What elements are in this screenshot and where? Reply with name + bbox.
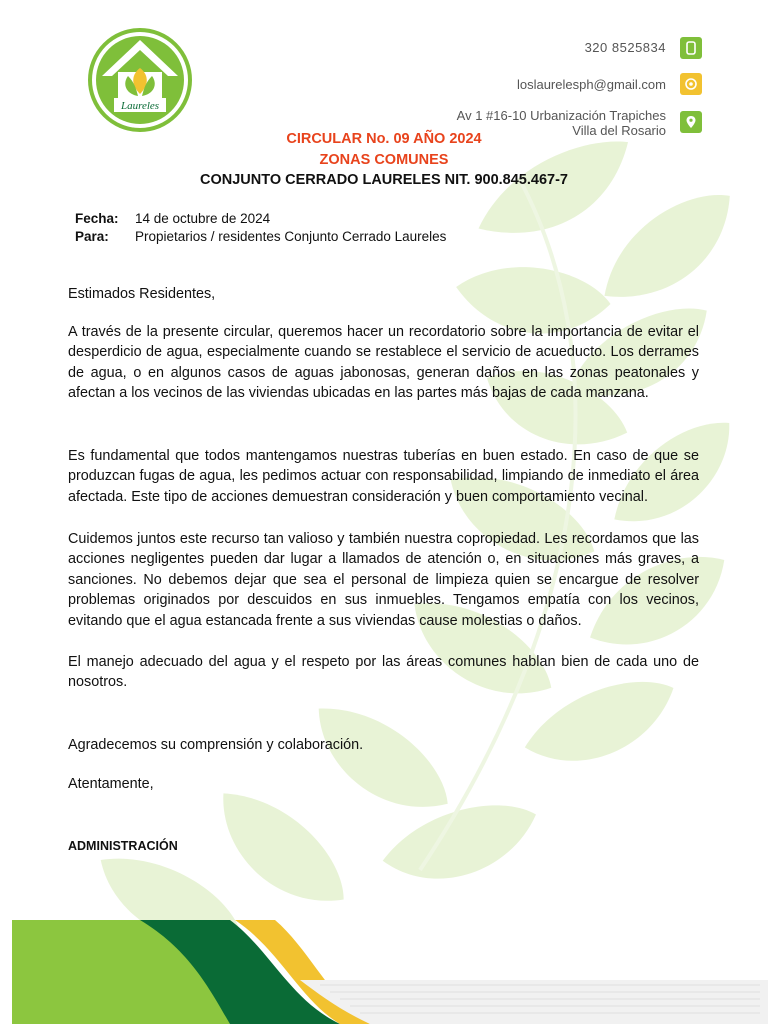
thanks-line: Agradecemos su comprensión y colaboración. <box>68 737 364 753</box>
email-icon <box>680 73 702 95</box>
circular-title: CIRCULAR No. 09 AÑO 2024 <box>286 131 482 147</box>
circular-subject: ZONAS COMUNES <box>319 152 449 168</box>
date-value: 14 de octubre de 2024 <box>135 211 271 226</box>
organization-name: CONJUNTO CERRADO LAURELES NIT. 900.845.467-7 <box>200 172 568 188</box>
phone-number: 320 8525834 <box>584 40 666 55</box>
address-line-1: Av 1 #16-10 Urbanización Trapiches <box>456 108 666 123</box>
paragraph-4: El manejo adecuado del agua y el respeto por las áreas comunes hablan bien de cada uno de nosotros. <box>68 654 699 691</box>
date-label: Fecha: <box>75 211 119 226</box>
greeting: Estimados Residentes, <box>68 286 216 302</box>
svg-text:Laureles: Laureles <box>120 100 160 112</box>
closing-line: Atentamente, <box>68 776 154 792</box>
email-address: loslaurelesph@gmail.com <box>516 77 666 92</box>
address-line-2: Villa del Rosario <box>572 123 666 138</box>
paragraph-1: A través de la presente circular, queremos hacer un recordatorio sobre la importancia de evitar el desperdicio de agua, especialmente cuando se restablece el servicio de acueducto. Los derrames de agua, o en algunos casos de aguas jabonosas, generan daños en las zonas peatonales y afectan a los vecinos de las viviendas ubicadas en las partes más bajas de cada manzana. <box>68 324 699 402</box>
paragraph-2: Es fundamental que todos mantengamos nuestras tuberías en buen estado. En caso de que se produzcan fugas de agua, les pedimos actuar con responsabilidad, limpiando de inmediato el área afectada. Este tipo de acciones demuestran consideración y buen comportamiento vecinal. <box>68 448 699 505</box>
footer-wave-decoration <box>0 910 768 1024</box>
phone-icon <box>680 37 702 59</box>
map-pin-icon <box>680 111 702 133</box>
recipient-value: Propietarios / residentes Conjunto Cerrado Laureles <box>135 229 447 244</box>
signature: ADMINISTRACIÓN <box>68 839 178 853</box>
recipient-row <box>75 229 446 244</box>
date-row <box>75 211 270 226</box>
recipient-label: Para: <box>75 229 109 244</box>
laureles-logo <box>88 28 192 132</box>
paragraph-3: Cuidemos juntos este recurso tan valioso y también nuestra copropiedad. Les recordamos que las acciones negligentes pueden dar lugar a llamados de atención o, en situaciones más graves, a sanciones. No debemos dejar que sea el personal de limpieza quien se encargue de resolver problemas originados por descuidos en sus inmuebles. Tengamos empatía con los vecinos, evitando que el agua estancada frente a sus viviendas cause molestias o daños. <box>68 531 699 629</box>
